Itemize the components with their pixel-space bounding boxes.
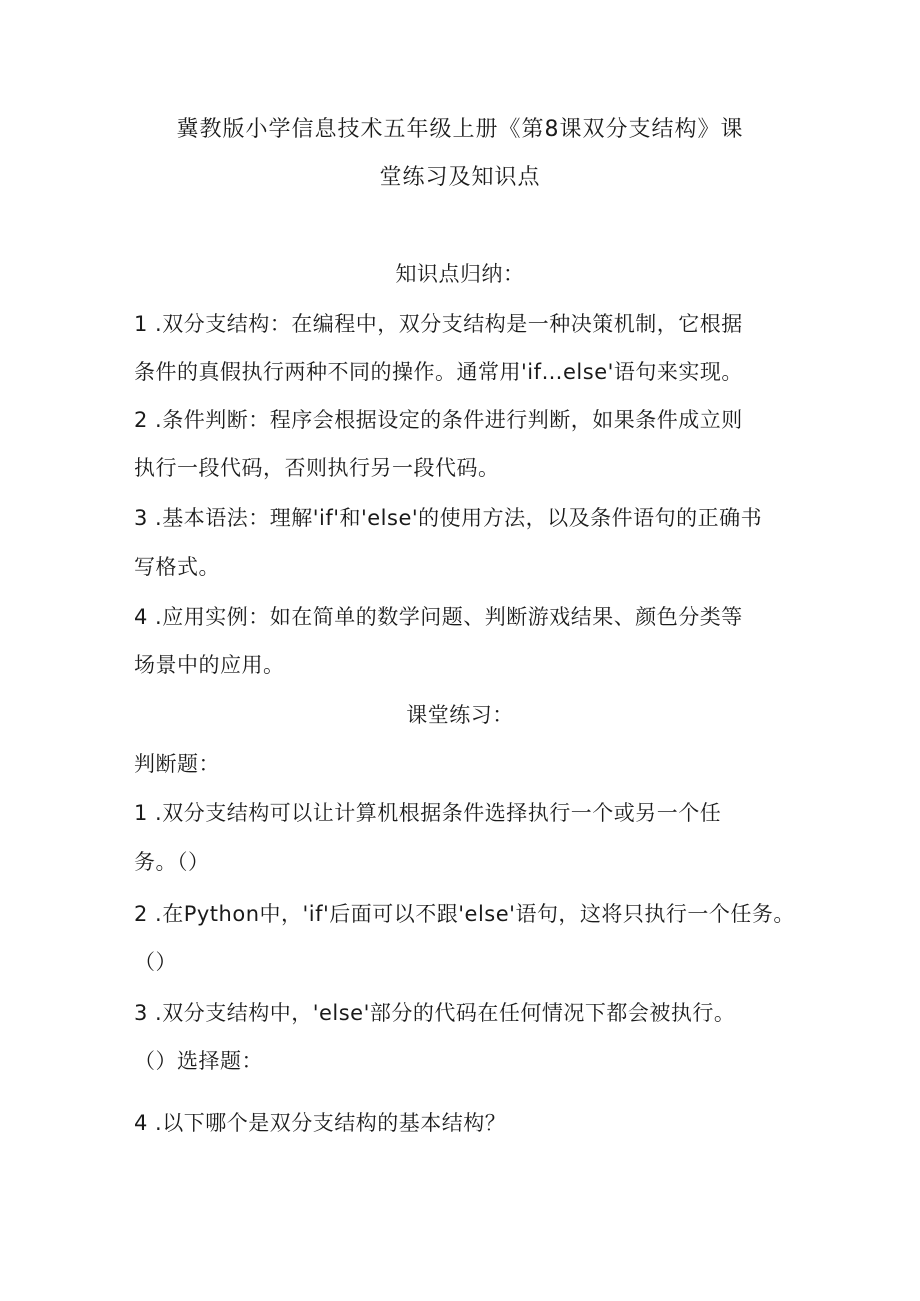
knowledge-line: 场景中的应用。 xyxy=(134,653,285,677)
knowledge-line: 执行一段代码，否则执行另一段代码。 xyxy=(134,456,500,480)
document-title-line-1: 冀教版小学信息技术五年级上册《第8课双分支结构》课 xyxy=(176,117,744,142)
practice-line: （）选择题： xyxy=(134,1049,263,1073)
knowledge-line: 3 .基本语法：理解'if'和'else'的使用方法，以及条件语句的正确书 xyxy=(134,506,763,530)
knowledge-line: 2 .条件判断：程序会根据设定的条件进行判断，如果条件成立则 xyxy=(134,408,743,432)
document-title-line-2: 堂练习及知识点 xyxy=(379,165,541,190)
practice-line: 2 .在Python中，'if'后面可以不跟'else'语句，这将只执行一个任务。 xyxy=(134,902,795,926)
knowledge-line: 1 .双分支结构：在编程中，双分支结构是一种决策机制，它根据 xyxy=(134,312,743,336)
practice-heading: 课堂练习： xyxy=(406,703,514,727)
knowledge-line: 条件的真假执行两种不同的操作。通常用'if…else'语句来实现。 xyxy=(134,360,743,384)
practice-line: 3 .双分支结构中，'else'部分的代码在任何情况下都会被执行。 xyxy=(134,1001,736,1025)
judge-heading: 判断题： xyxy=(134,752,220,776)
practice-line: 1 .双分支结构可以让计算机根据条件选择执行一个或另一个任 xyxy=(134,801,722,825)
practice-line: 4 .以下哪个是双分支结构的基本结构？ xyxy=(134,1111,507,1135)
practice-line: 务。（） xyxy=(134,850,210,874)
knowledge-heading: 知识点归纳： xyxy=(395,262,525,286)
knowledge-line: 4 .应用实例：如在简单的数学问题、判断游戏结果、颜色分类等 xyxy=(134,605,743,629)
practice-line: （） xyxy=(134,950,177,974)
knowledge-line: 写格式。 xyxy=(134,555,220,579)
